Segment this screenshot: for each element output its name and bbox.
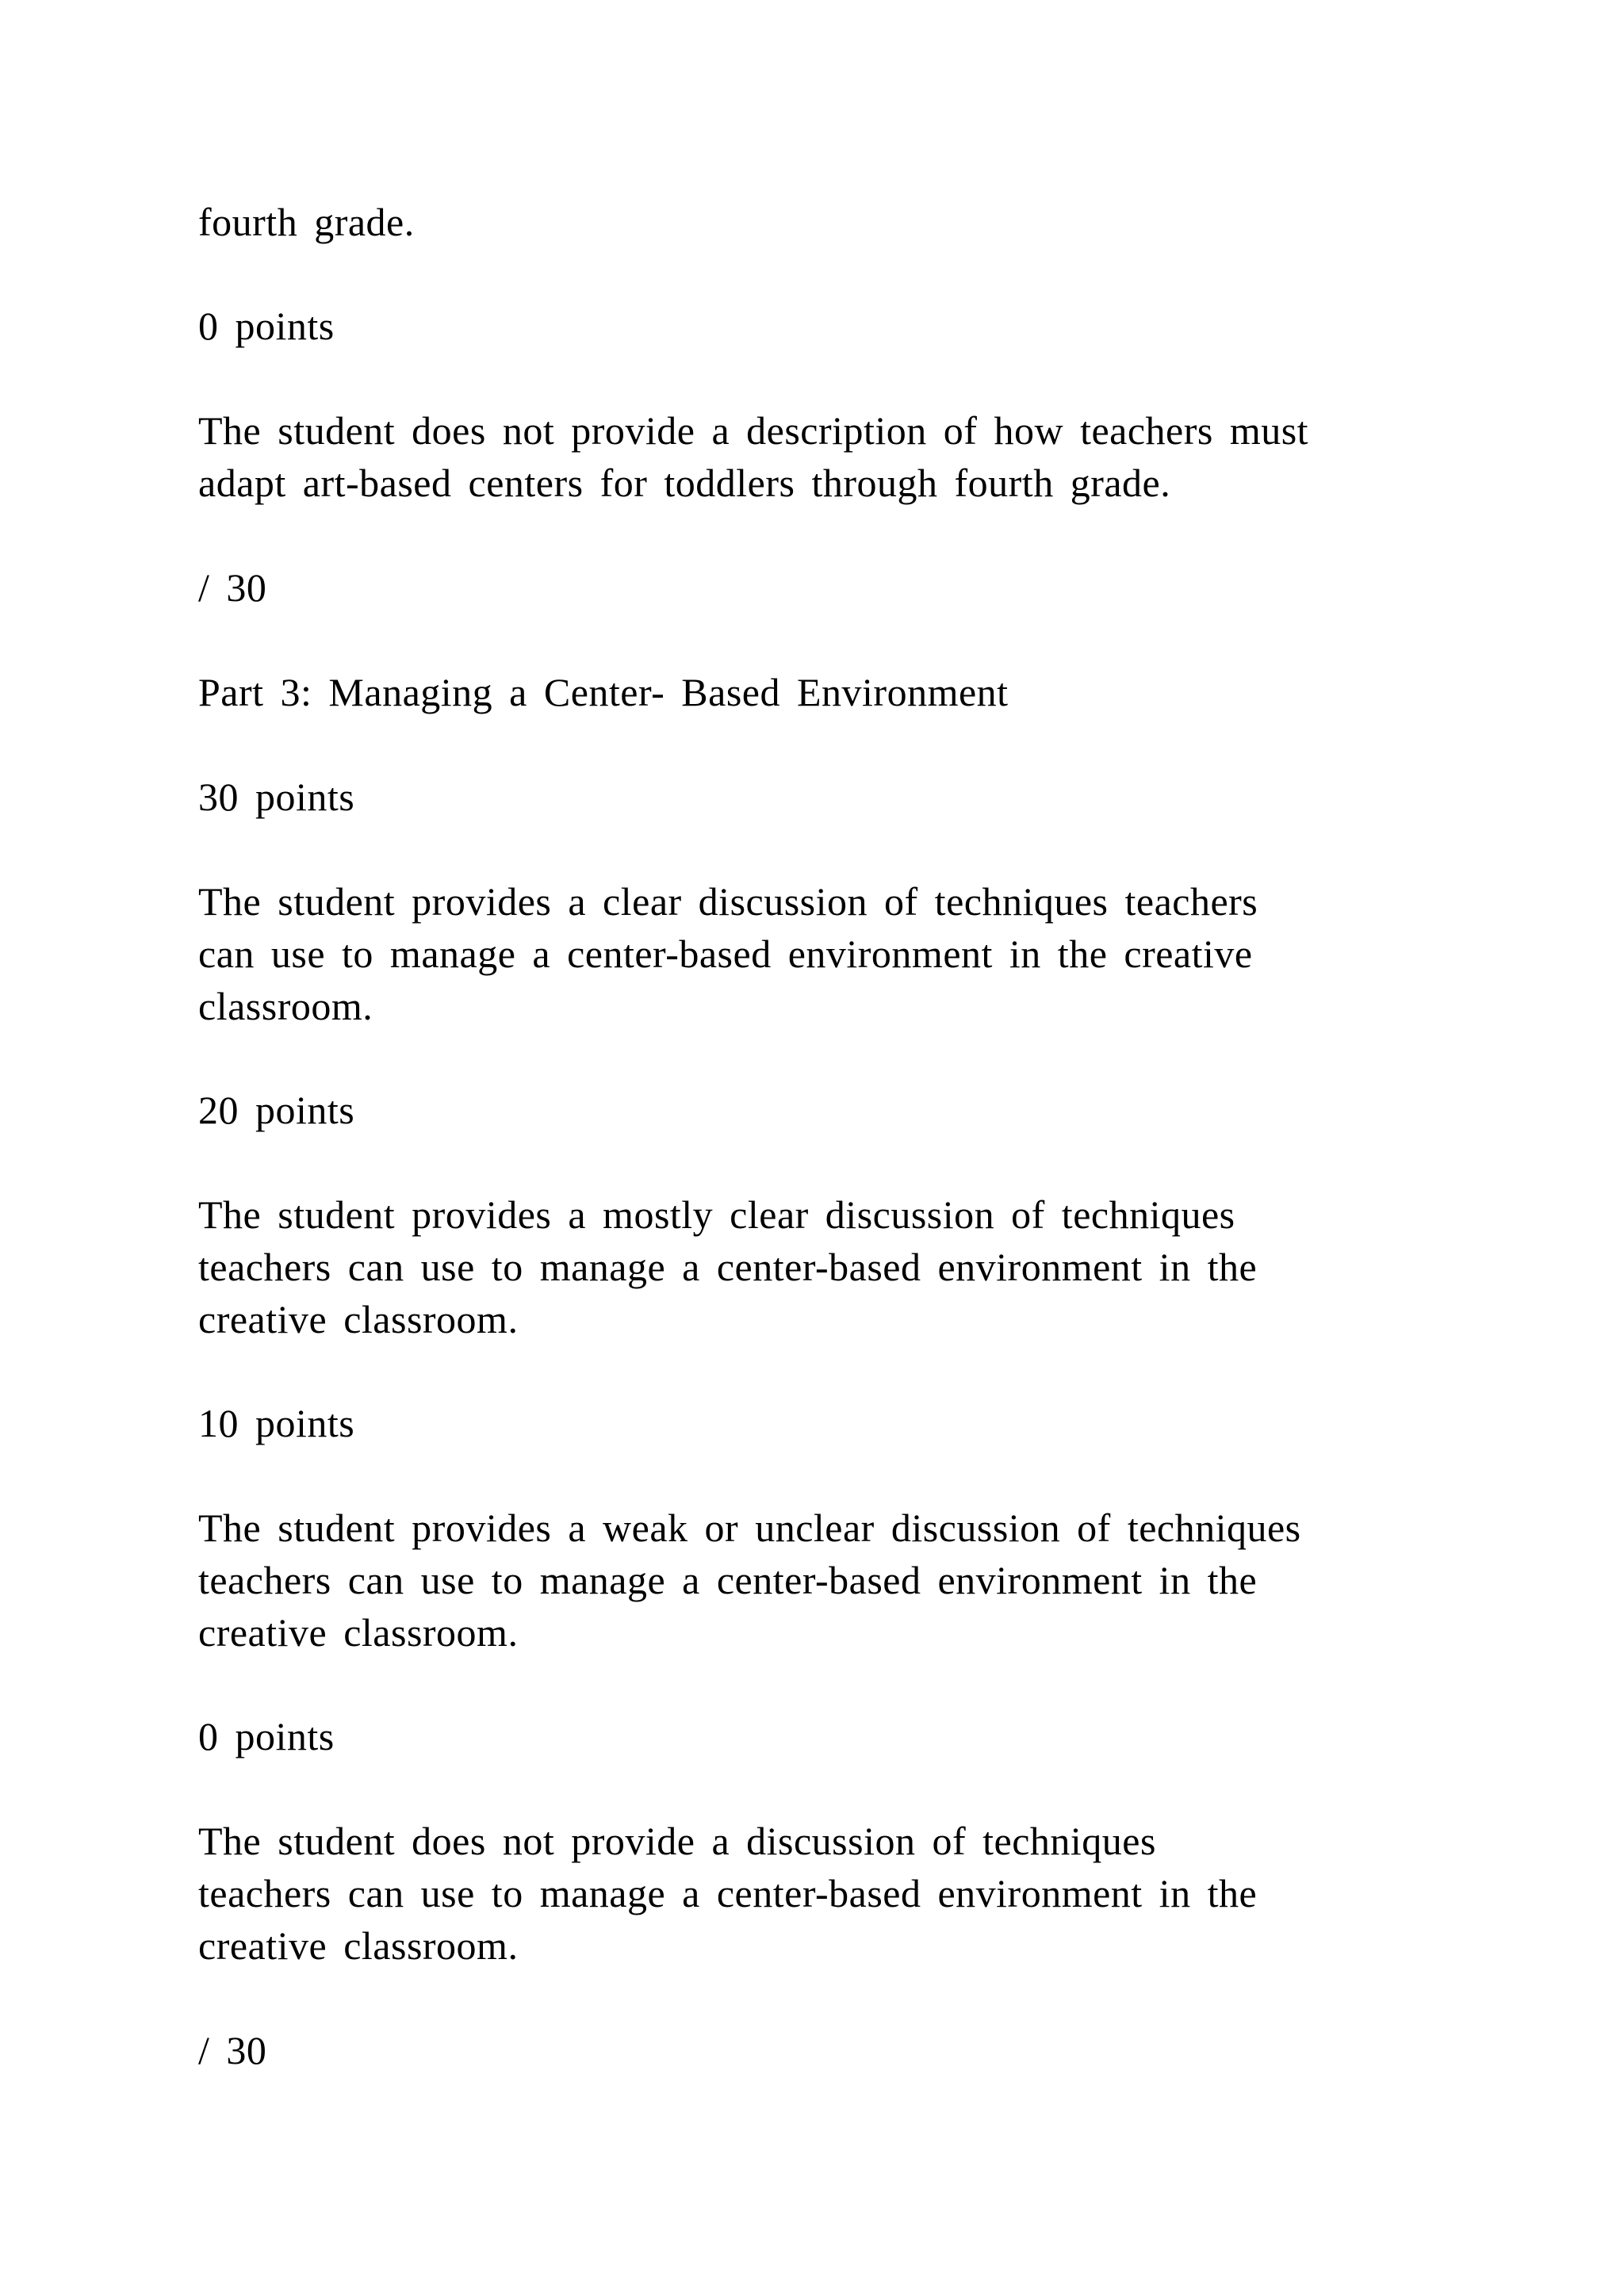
criterion-text-line: The student provides a clear discussion of techniques teachers — [198, 879, 1258, 924]
criterion-text-line: classroom. — [198, 984, 373, 1028]
criterion-text-line: The student does not provide a discussion of techniques — [198, 1819, 1156, 1863]
score-total: / 30 — [198, 565, 267, 610]
criterion-text-line: can use to manage a center-based environment in the creative — [198, 932, 1253, 976]
criterion-text-line: The student provides a mostly clear discussion of techniques — [198, 1192, 1235, 1237]
score-level-0: 0 points — [198, 1714, 335, 1758]
criterion-text-line: The student does not provide a description of how teachers must — [198, 408, 1309, 453]
section-heading: Part 3: Managing a Center- Based Environment — [198, 670, 1009, 714]
criterion-text-line: teachers can use to manage a center-based environment in the — [198, 1871, 1258, 1915]
criterion-text-line: The student provides a weak or unclear discussion of techniques — [198, 1506, 1301, 1550]
criterion-text-line: creative classroom. — [198, 1923, 519, 1968]
criterion-text-line: creative classroom. — [198, 1610, 519, 1655]
text-line-fragment: fourth grade. — [198, 200, 415, 244]
criterion-text-line: adapt art-based centers for toddlers through fourth grade. — [198, 461, 1171, 505]
criterion-text-line: creative classroom. — [198, 1297, 519, 1341]
score-level-20: 20 points — [198, 1088, 355, 1132]
score-total: / 30 — [198, 2028, 267, 2072]
score-level-0: 0 points — [198, 304, 335, 348]
criterion-text-line: teachers can use to manage a center-based environment in the — [198, 1558, 1258, 1602]
score-level-10: 10 points — [198, 1401, 355, 1445]
criterion-text-line: teachers can use to manage a center-based environment in the — [198, 1245, 1258, 1289]
score-level-30: 30 points — [198, 775, 355, 819]
